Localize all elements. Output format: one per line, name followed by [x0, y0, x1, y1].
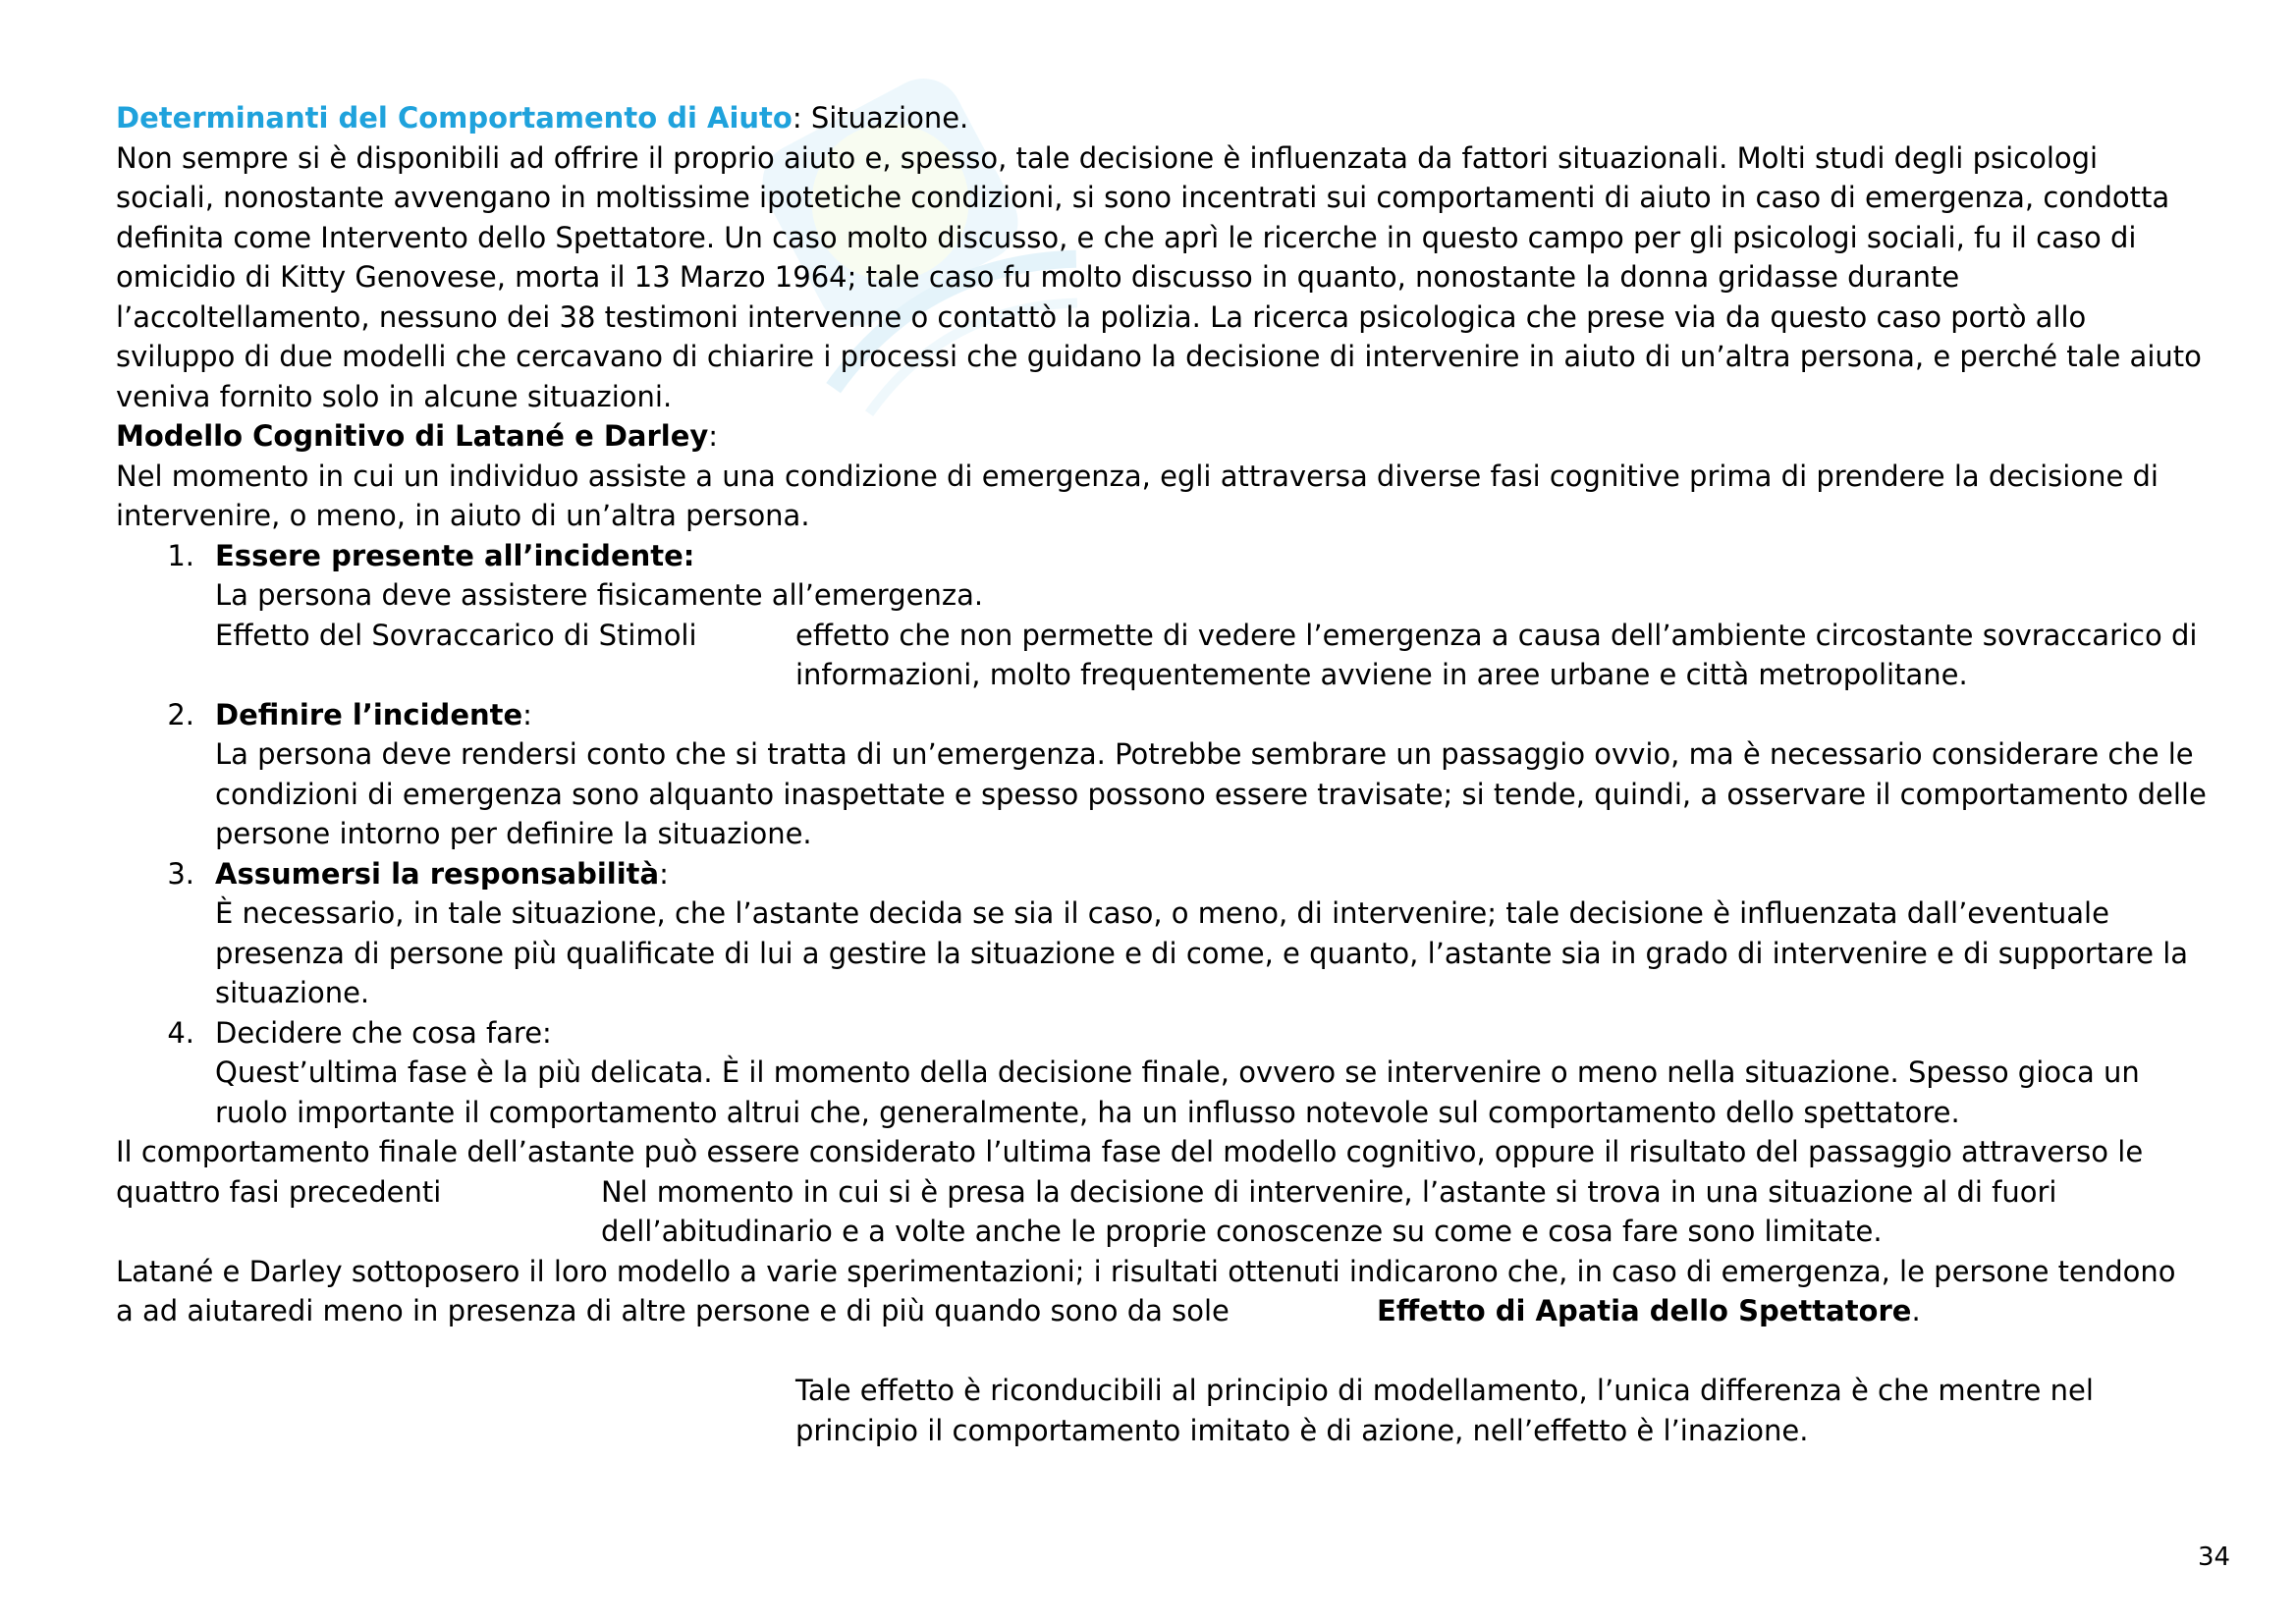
step-line: presenza di persone più qualificate di lui a gestire la situazione e di come, e quanto, l’astante sia in grado di intervenire e di supportare la — [215, 936, 2189, 970]
intro-line: sviluppo di due modelli che cercavano di chiarire i processi che guidano la decisione di intervenire in aiuto di un’altra persona, e perché tale aiuto — [116, 340, 2202, 373]
step-title-text: Essere presente all’incidente: — [215, 538, 695, 572]
step-title-text: Definire l’incidente — [215, 697, 523, 731]
effect-note-line: Tale effetto è riconducibili al principio di modellamento, l’unica differenza è che mentre nel — [795, 1374, 2094, 1407]
model-heading — [116, 416, 718, 457]
final-line: quattro fasi precedenti — [116, 1174, 442, 1209]
model-line: intervenire, o meno, in aiuto di un’altra persona. — [116, 499, 810, 532]
effect-label — [1377, 1291, 1921, 1331]
effect-suffix: . — [1911, 1294, 1921, 1327]
term-definition-line: effetto che non permette di vedere l’emergenza a causa dell’ambiente circostante sovraccarico di — [795, 618, 2198, 652]
step-title — [215, 1013, 552, 1054]
step-number: 3. — [167, 856, 194, 891]
model-title-suffix: : — [708, 419, 719, 453]
step-line: persone intorno per definire la situazione. — [215, 817, 812, 850]
step-title — [215, 854, 669, 894]
experiment-line: a ad aiutaredi meno in presenza di altre persone e di più quando sono da sole — [116, 1294, 1230, 1327]
heading-title: Determinanti del Comportamento di Aiuto — [116, 101, 793, 135]
intro-line: omicidio di Kitty Genovese, morta il 13 Marzo 1964; tale caso fu molto discusso in quanto, nonostante la donna gridasse durante — [116, 260, 1960, 294]
step-number: 1. — [167, 538, 194, 572]
final-aside-line: Nel momento in cui si è presa la decisione di intervenire, l’astante si trova in una situazione al di fuori — [601, 1174, 2057, 1209]
step-title-suffix: : — [659, 856, 669, 891]
final-aside-line: dell’abitudinario e a volte anche le proprie conoscenze su come e cosa fare sono limitate. — [601, 1215, 1883, 1248]
intro-line: Non sempre si è disponibili ad offrire il proprio aiuto e, spesso, tale decisione è influenzata da fattori situazionali. Molti studi degli psicologi — [116, 140, 2099, 175]
step-line: La persona deve rendersi conto che si tratta di un’emergenza. Potrebbe sembrare un passaggio ovvio, ma è necessario considerare che le — [215, 737, 2194, 771]
step-title-text: Decidere che cosa fare: — [215, 1015, 552, 1050]
intro-line: sociali, nonostante avvengano in moltissime ipotetiche condizioni, si sono incentrati sui comportamenti di aiuto in caso di emergenza, condotta — [116, 181, 2170, 214]
step-title-suffix: : — [522, 697, 532, 731]
intro-line: veniva fornito solo in alcune situazioni. — [116, 379, 673, 413]
model-title: Modello Cognitivo di Latané e Darley — [116, 419, 709, 453]
final-line: Il comportamento finale dell’astante può essere considerato l’ultima fase del modello cognitivo, oppure il risultato del passaggio attraverso le — [116, 1135, 2144, 1168]
intro-line: definita come Intervento dello Spettatore. Un caso molto discusso, e che aprì le ricerche in questo campo per gli psicologi sociali, fu il caso di — [116, 220, 2137, 254]
intro-line: l’accoltellamento, nessuno dei 38 testimoni intervenne o contattò la polizia. La ricerca psicologica che prese via da questo caso portò allo — [116, 299, 2087, 334]
model-line: Nel momento in cui un individuo assiste a una condizione di emergenza, egli attraversa diverse fasi cognitive prima di prendere la decisione di — [116, 459, 2159, 493]
step-line: Quest’ultima fase è la più delicata. È il momento della decisione finale, ovvero se intervenire o meno nella situazione. Spesso gioca un — [215, 1056, 2140, 1089]
step-number: 2. — [167, 697, 194, 731]
step-line: condizioni di emergenza sono alquanto inaspettate e spesso possono essere travisate; si tende, quindi, a osservare il comportamento delle — [215, 777, 2207, 811]
effect-name: Effetto di Apatia dello Spettatore — [1377, 1294, 1912, 1327]
step-line: È necessario, in tale situazione, che l’astante decida se sia il caso, o meno, di intervenire; tale decisione è influenzata dall’eventuale — [215, 896, 2109, 930]
experiment-line: Latané e Darley sottoposero il loro modello a varie sperimentazioni; i risultati ottenuti indicarono che, in caso di emergenza, le persone tendono — [116, 1254, 2176, 1288]
term-label: Effetto del Sovraccarico di Stimoli — [215, 618, 697, 652]
step-title — [215, 536, 694, 576]
effect-note-line: principio il comportamento imitato è di azione, nell’effetto è l’inazione. — [795, 1413, 1809, 1447]
term-definition-line: informazioni, molto frequentemente avviene in aree urbane e città metropolitane. — [795, 658, 1968, 691]
step-line: situazione. — [215, 976, 370, 1009]
step-number: 4. — [167, 1015, 194, 1050]
step-line: La persona deve assistere fisicamente all’emergenza. — [215, 578, 984, 612]
step-title — [215, 695, 532, 735]
section-heading — [116, 98, 968, 138]
step-title-text: Assumersi la responsabilità — [215, 856, 660, 891]
step-line: ruolo importante il comportamento altrui che, generalmente, ha un influsso notevole sul comportamento dello spettatore. — [215, 1095, 1960, 1129]
page-number: 34 — [2198, 1543, 2231, 1572]
heading-suffix: : Situazione. — [792, 101, 969, 135]
